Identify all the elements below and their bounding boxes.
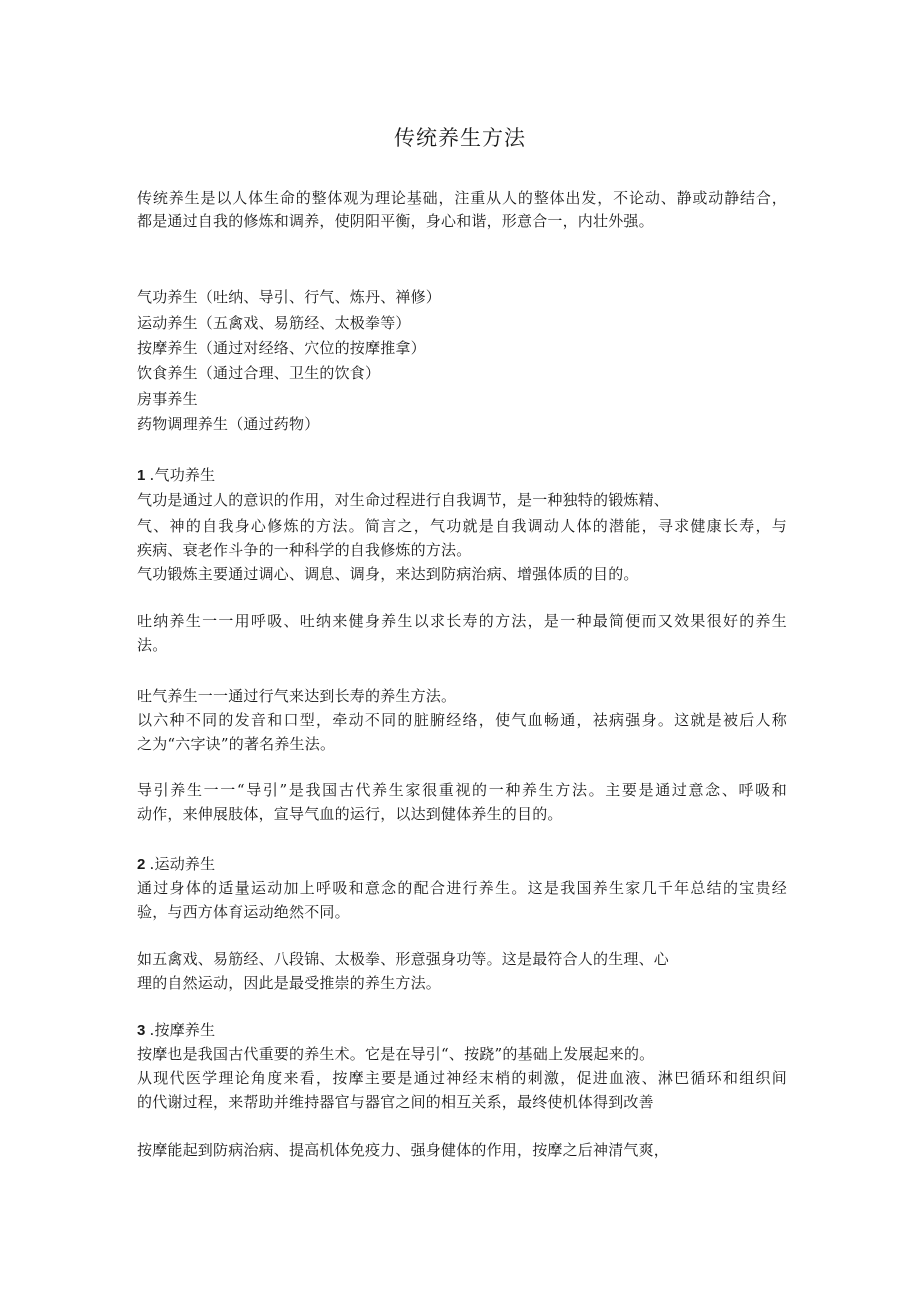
section-3-line-2: 从现代医学理论角度来看，按摩主要是通过神经末梢的刺激，促进血液、淋巴循环和组织间 [137, 1069, 787, 1087]
section-1-title: .气功养生 [149, 466, 216, 484]
section-1-line-2: 气、神的自我身心修炼的方法。简言之，气功就是自我调动人体的潜能，寻求健康长寿，与 [137, 517, 787, 535]
section-3-heading [137, 1020, 787, 1041]
section-2-line-1: 通过身体的适量运动加上呼吸和意念的配合进行养生。这是我国养生家几千年总结的宝贵经 [137, 879, 787, 897]
tuna-line-2: 法。 [137, 636, 168, 654]
page-title: 传统养生方法 [394, 126, 526, 150]
section-2-title: .运动养生 [149, 855, 216, 873]
section-1-line-4: 气功锻炼主要通过调心、调息、调身，来达到防病治病、增强体质的目的。 [137, 565, 639, 583]
method-item-bedroom: 房事养生 [137, 390, 198, 408]
intro-line-1: 传统养生是以人体生命的整体观为理论基础，注重从人的整体出发，不论动、静或动静结合， [137, 189, 787, 207]
section-2-line-4: 理的自然运动，因此是最受推崇的养生方法。 [137, 974, 442, 992]
section-2-number: 2 [137, 856, 146, 873]
section-1-heading [137, 465, 787, 486]
section-3-title: .按摩养生 [149, 1021, 216, 1039]
method-item-exercise: 运动养生（五禽戏、易筋经、太极拳等） [137, 314, 411, 332]
section-2-line-2: 验，与西方体育运动绝然不同。 [137, 903, 350, 921]
tuna-line-1: 吐纳养生一一用呼吸、吐纳来健身养生以求长寿的方法，是一种最简便而又效果很好的养生 [137, 612, 787, 630]
section-1-number: 1 [137, 467, 146, 484]
xingqi-line-1: 吐气养生一一通过行气来达到长寿的养生方法。 [137, 687, 457, 705]
section-3-line-3: 的代谢过程，来帮助并维持器官与器官之间的相互关系，最终使机体得到改善 [137, 1093, 654, 1111]
section-3-number: 3 [137, 1022, 146, 1039]
method-item-diet: 饮食养生（通过合理、卫生的饮食） [137, 364, 381, 382]
intro-line-2: 都是通过自我的修炼和调养，使阴阳平衡，身心和谐，形意合一，内壮外强。 [137, 212, 654, 230]
xingqi-line-3: 之为“六字诀”的著名养生法。 [137, 735, 336, 753]
section-1-line-3: 疾病、衰老作斗争的一种科学的自我修炼的方法。 [137, 541, 472, 559]
method-item-medicine: 药物调理养生（通过药物） [137, 415, 320, 433]
section-3-line-1: 按摩也是我国古代重要的养生术。它是在导引“、按跷”的基础上发展起来的。 [137, 1045, 655, 1063]
daoyin-line-2: 动作，来伸展肢体，宣导气血的运行，以达到健体养生的目的。 [137, 805, 563, 823]
section-1-line-1: 气功是通过人的意识的作用，对生命过程进行自我调节，是一种独特的锻炼精、 [137, 491, 670, 509]
daoyin-line-1: 导引养生一一“导引”是我国古代养生家很重视的一种养生方法。主要是通过意念、呼吸和 [137, 781, 787, 799]
section-2-line-3: 如五禽戏、易筋经、八段锦、太极拳、形意强身功等。这是最符合人的生理、心 [137, 950, 670, 968]
section-3-line-4: 按摩能起到防病治病、提高机体免疫力、强身健体的作用，按摩之后神清气爽， [137, 1141, 670, 1159]
method-item-massage: 按摩养生（通过对经络、穴位的按摩推拿） [137, 339, 426, 357]
section-2-heading [137, 854, 787, 875]
xingqi-line-2: 以六种不同的发音和口型，牵动不同的脏腑经络，使气血畅通，祛病强身。这就是被后人称 [137, 711, 787, 729]
method-item-qigong: 气功养生（吐纳、导引、行气、炼丹、禅修） [137, 288, 442, 306]
